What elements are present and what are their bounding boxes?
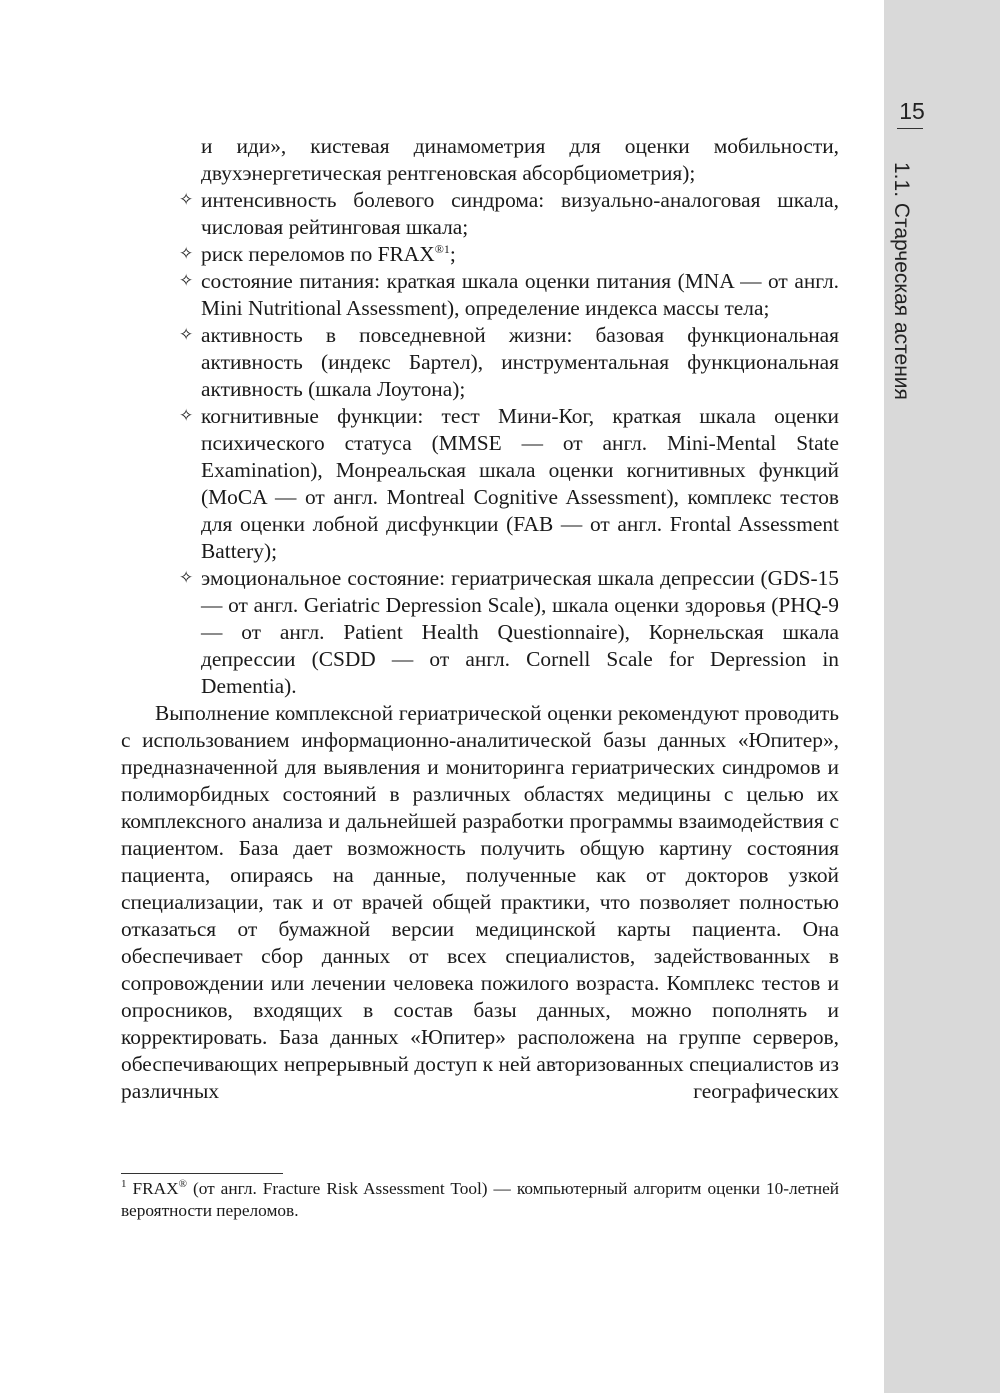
footnote-divider	[121, 1173, 283, 1174]
list-item-text: активность в повседневной жизни: базовая функциональная активность (индекс Бартел), инструментальная функциональная активность (шкала Лоутона);	[201, 323, 839, 401]
body-text	[121, 133, 839, 1105]
list-item-text: риск переломов по FRAX	[201, 242, 435, 266]
list-item	[121, 322, 839, 403]
list-item	[121, 187, 839, 241]
footnote-marker: 1	[121, 1178, 127, 1191]
bullet-icon: ✧	[179, 325, 194, 345]
page-number-rule	[897, 128, 923, 129]
list-item-text: и иди», кистевая динамометрия для оценки мобильности, двухэнергетическая рентгеновская абсорбциометрия);	[201, 134, 839, 185]
list-item	[121, 268, 839, 322]
list-item-text: интенсивность болевого синдрома: визуально-аналоговая шкала, числовая рейтинговая шкала;	[201, 188, 839, 239]
bullet-icon: ✧	[179, 271, 194, 291]
footnote-term: FRAX	[132, 1179, 179, 1198]
list-item-continuation	[121, 133, 839, 187]
bullet-icon: ✧	[179, 244, 194, 264]
list-item-text: когнитивные функции: тест Мини-Ког, краткая шкала оценки психического статуса (MMSE — от англ. Mini-Mental State Examination), Монреальская шкала оценки когнитивных функций (MoCA — от англ. Montreal Cognitive Assessment), комплекс тестов для оценки лобной дисфункции (FAB — от англ. Frontal Assessment Battery);	[201, 404, 839, 563]
bullet-icon: ✧	[179, 406, 194, 426]
bullet-icon: ✧	[179, 568, 194, 588]
footnote-term-sup: ®	[178, 1178, 187, 1191]
footnote-text: (от англ. Fracture Risk Assessment Tool) — компьютерный алгоритм оценки 10-летней вероятности переломов.	[121, 1179, 839, 1220]
list-item-text: состояние питания: краткая шкала оценки питания (MNA — от англ. Mini Nutritional Assessment), определение индекса массы тела;	[201, 269, 839, 320]
footnote-reference: ®1	[434, 241, 450, 256]
footnote	[121, 1178, 839, 1222]
body-paragraph: Выполнение комплексной гериатрической оценки рекомендуют проводить с использованием информационно-аналитической базы данных «Юпитер», предназначенной для выявления и мониторинга гериатрических синдромов и полиморбидных состояний в различных областях медицины с целью их комплексного анализа и дальнейшей разработки программы взаимодействия с пациентом. База дает возможность получить общую картину состояния пациента, опираясь на данные, полученные как от докторов узкой специализации, так и от врачей общей практики, что позволяет полностью отказаться от бумажной версии медицинской карты пациента. Она обеспечивает сбор данных от всех специалистов, задействованных в сопровождении или лечении человека пожилого возраста. Комплекс тестов и опросников, входящих в состав базы данных, можно пополнять и корректировать. База данных «Юпитер» расположена на группе серверов, обеспечивающих непрерывный доступ к ней авторизованных специалистов из различных географических	[121, 701, 839, 1103]
running-section-title: 1.1. Старческая астения	[890, 162, 913, 400]
bullet-icon: ✧	[179, 190, 194, 210]
list-item	[121, 241, 839, 268]
list-item-text: эмоциональное состояние: гериатрическая шкала депрессии (GDS-15 — от англ. Geriatric Depression Scale), шкала оценки здоровья (PHQ-9 — от англ. Patient Health Questionnaire), Корнельская шкала депрессии (CSDD — от англ. Cornell Scale for Depression in Dementia).	[201, 566, 839, 698]
assessment-list	[121, 133, 839, 700]
list-item	[121, 565, 839, 700]
list-item	[121, 403, 839, 565]
page-number: 15	[899, 98, 925, 124]
list-item-text-end: ;	[449, 242, 456, 266]
